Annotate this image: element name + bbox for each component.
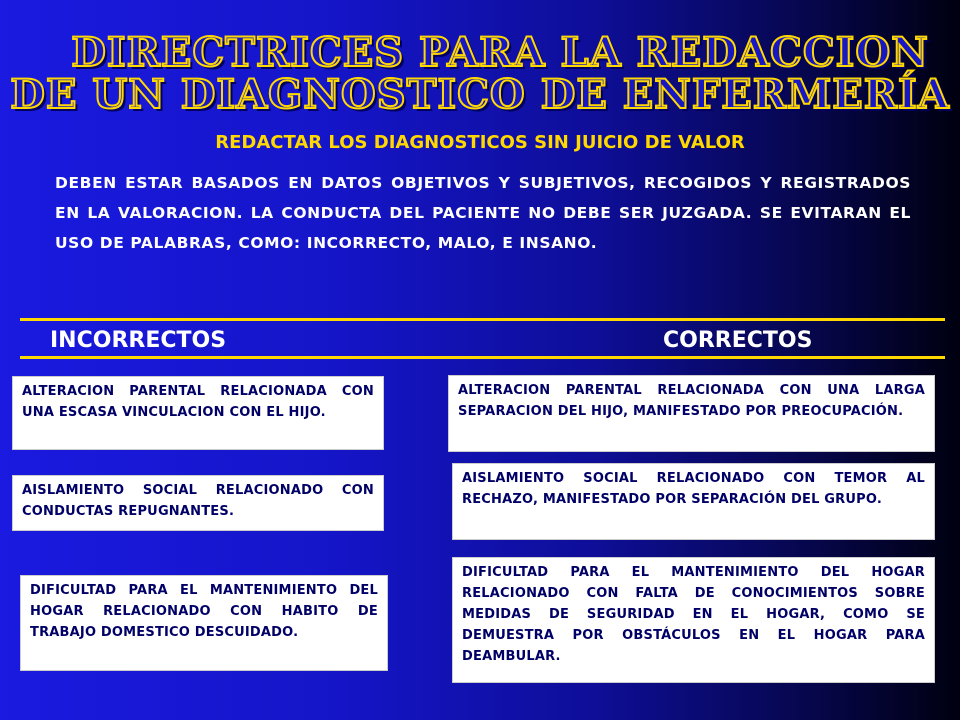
bottom-divider	[20, 356, 945, 359]
incorrect-example-3: DIFICULTAD PARA EL MANTENIMIENTO DEL HOGAR RELACIONADO CON HABITO DE TRABAJO DOMESTICO DESCUIDADO.	[20, 575, 388, 671]
incorrect-example-2: AISLAMIENTO SOCIAL RELACIONADO CON CONDUCTAS REPUGNANTES.	[12, 475, 384, 531]
incorrect-example-1: ALTERACION PARENTAL RELACIONADA CON UNA ESCASA VINCULACION CON EL HIJO.	[12, 376, 384, 450]
slide-title-line-2: DE UN DIAGNOSTICO DE ENFERMERÍA	[10, 71, 950, 118]
incorrect-column-heading: INCORRECTOS	[50, 328, 227, 353]
slide-title-line-1: DIRECTRICES PARA LA REDACCION	[71, 29, 929, 76]
subtitle: REDACTAR LOS DIAGNOSTICOS SIN JUICIO DE VALOR	[215, 132, 745, 153]
intro-paragraph: DEBEN ESTAR BASADOS EN DATOS OBJETIVOS Y SUBJETIVOS, RECOGIDOS Y REGISTRADOS EN LA VALORACION. LA CONDUCTA DEL PACIENTE NO DEBE SER JUZGADA. SE EVITARAN EL USO DE PALABRAS, COMO: INCORRECTO, MALO, E INSANO.	[55, 174, 911, 252]
correct-example-3: DIFICULTAD PARA EL MANTENIMIENTO DEL HOGAR RELACIONADO CON FALTA DE CONOCIMIENTOS SOBRE MEDIDAS DE SEGURIDAD EN EL HOGAR, COMO SE DEMUESTRA POR OBSTÁCULOS EN EL HOGAR PARA DEAMBULAR.	[452, 557, 935, 683]
correct-example-2: AISLAMIENTO SOCIAL RELACIONADO CON TEMOR AL RECHAZO, MANIFESTADO POR SEPARACIÓN DEL GRUPO.	[452, 463, 935, 540]
correct-example-1: ALTERACION PARENTAL RELACIONADA CON UNA LARGA SEPARACION DEL HIJO, MANIFESTADO POR PREOCUPACIÓN.	[448, 375, 935, 452]
top-divider	[20, 318, 945, 321]
correct-column-heading: CORRECTOS	[663, 328, 813, 353]
